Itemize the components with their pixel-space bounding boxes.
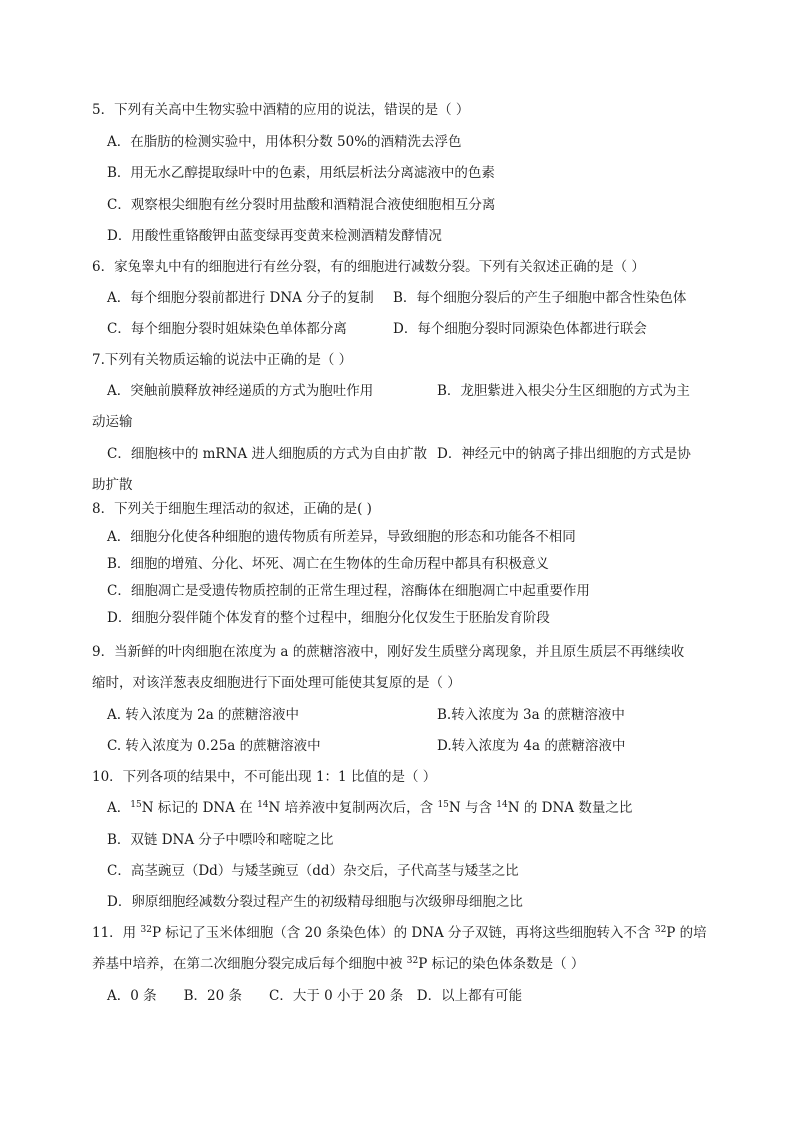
question-6-option-a: A．每个细胞分裂前都进行 DNA 分子的复制: [107, 290, 374, 306]
question-9-option-d: D.转入浓度为 4a 的蔗糖溶液中: [437, 738, 626, 754]
question-6-stem: 6．家兔睾丸中有的细胞进行有丝分裂，有的细胞进行减数分裂。下列有关叙述正确的是（ ）: [92, 259, 645, 275]
option-a-label: A．: [107, 800, 131, 816]
stem-text: P 的培: [666, 925, 707, 941]
question-10-stem: 10．下列各项的结果中，不可能出现 1：1 比值的是（ ）: [92, 769, 437, 785]
question-7-option-b-continued: 动运输: [92, 414, 133, 430]
isotope-superscript: 15: [130, 800, 142, 810]
question-5-option-a: A．在脂肪的检测实验中，用体积分数 50%的酒精洗去浮色: [107, 134, 462, 150]
isotope-superscript: 32: [654, 925, 667, 935]
question-9-stem-continued: 缩时，对该洋葱表皮细胞进行下面处理可能使其复原的是（ ）: [92, 675, 461, 691]
question-9-option-a: A. 转入浓度为 2a 的蔗糖溶液中: [107, 707, 300, 723]
question-5-option-b: B．用无水乙醇提取绿叶中的色素，用纸层析法分离滤液中的色素: [107, 165, 495, 181]
isotope-superscript: 32: [140, 925, 152, 935]
isotope-superscript: 14: [257, 800, 269, 810]
question-11-stem: [92, 923, 707, 943]
isotope-superscript: 15: [437, 800, 449, 810]
stem-text: 11．用: [92, 925, 141, 941]
question-10-option-c: C．高茎豌豆（Dd）与矮茎豌豆（dd）杂交后，子代高茎与矮茎之比: [107, 863, 519, 879]
isotope-superscript: 14: [496, 800, 508, 810]
question-8-option-a: A．细胞分化使各种细胞的遗传物质有所差异，导致细胞的形态和功能各不相同: [107, 529, 576, 545]
question-11-options: A．0 条 B．20 条 C．大于 0 小于 20 条 D．以上都有可能: [107, 988, 523, 1004]
question-6-option-b: B．每个细胞分裂后的产生子细胞中都含性染色体: [393, 290, 687, 306]
option-a-text: N 标记的 DNA 在: [141, 800, 258, 816]
question-8-option-c: C．细胞凋亡是受遗传物质控制的正常生理过程，溶酶体在细胞凋亡中起重要作用: [107, 583, 590, 599]
question-7-option-c: C．细胞核中的 mRNA 进人细胞质的方式为自由扩散: [107, 446, 427, 462]
question-10-option-d: D．卵原细胞经减数分裂过程产生的初级精母细胞与次级卵母细胞之比: [107, 894, 523, 910]
question-5-option-d: D．用酸性重铬酸钾由蓝变绿再变黄来检测酒精发酵情况: [107, 228, 442, 244]
stem-text: P 标记了玉米体细胞（含 20 条染色体）的 DNA 分子双链，再将这些细胞转入不含: [151, 925, 655, 941]
question-6-option-d: D．每个细胞分裂时同源染色体都进行联会: [393, 321, 647, 337]
option-a-text: N 培养液中复制两次后，含: [268, 800, 438, 816]
question-7-option-a: A．突触前膜释放神经递质的方式为胞吐作用: [107, 383, 374, 399]
question-7-option-d: D．神经元中的钠离子排出细胞的方式是协: [437, 446, 691, 462]
question-10-option-b: B．双链 DNA 分子中嘌呤和嘧啶之比: [107, 832, 334, 848]
question-5-stem: 5．下列有关高中生物实验中酒精的应用的说法，错误的是（ ）: [92, 102, 470, 118]
question-8-option-d: D．细胞分裂伴随个体发育的整个过程中，细胞分化仅发生于胚胎发育阶段: [107, 610, 550, 626]
question-7-stem: 7.下列有关物质运输的说法中正确的是（ ）: [92, 352, 353, 368]
question-6-option-c: C．每个细胞分裂时姐妹染色单体都分离: [107, 321, 347, 337]
question-11-stem-continued: [92, 954, 584, 974]
option-a-text: N 与含: [448, 800, 497, 816]
stem-text: 养基中培养，在第二次细胞分裂完成后每个细胞中被: [92, 956, 407, 972]
question-7-option-b: B．龙胆紫进入根尖分生区细胞的方式为主: [437, 383, 690, 399]
question-8-stem: 8．下列关于细胞生理活动的叙述，正确的是( ): [92, 501, 372, 517]
isotope-superscript: 32: [406, 956, 419, 966]
question-8-option-b: B．细胞的增殖、分化、坏死、凋亡在生物体的生命历程中都具有积极意义: [107, 556, 549, 572]
question-10-option-a: [107, 798, 632, 818]
question-9-option-b: B.转入浓度为 3a 的蔗糖溶液中: [437, 707, 625, 723]
option-a-text: N 的 DNA 数量之比: [507, 800, 633, 816]
stem-text: P 标记的染色体条数是（ ）: [418, 956, 585, 972]
question-5-option-c: C．观察根尖细胞有丝分裂时用盐酸和酒精混合液使细胞相互分离: [107, 197, 496, 213]
question-9-option-c: C. 转入浓度为 0.25a 的蔗糖溶液中: [107, 738, 321, 754]
question-7-option-d-continued: 助扩散: [92, 477, 133, 493]
question-9-stem: 9．当新鲜的叶肉细胞在浓度为 a 的蔗糖溶液中，刚好发生质壁分离现象，并且原生质层不再继续收: [92, 644, 685, 660]
